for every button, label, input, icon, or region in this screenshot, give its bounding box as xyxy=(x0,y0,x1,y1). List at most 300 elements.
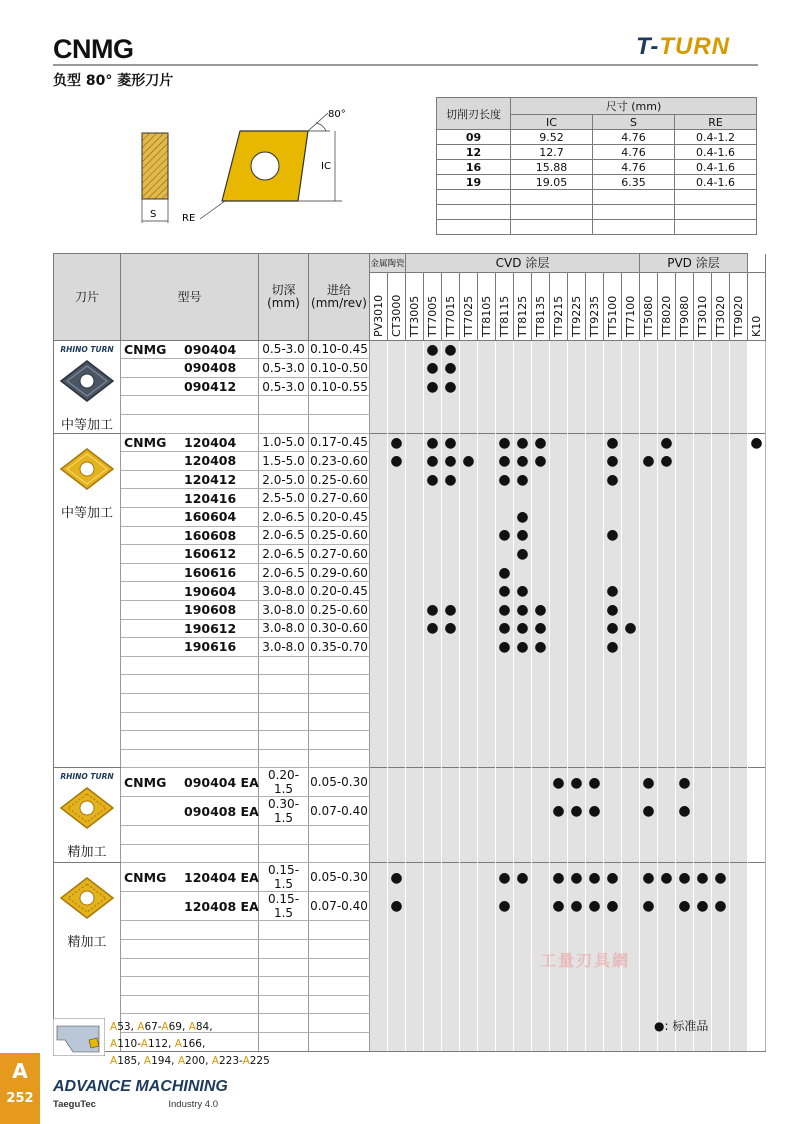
grade-cell xyxy=(550,638,568,657)
standard-dot: ● xyxy=(424,340,442,359)
model-cell xyxy=(121,797,259,826)
grade-cell xyxy=(568,414,586,433)
grade-cell xyxy=(748,797,766,826)
model-cell xyxy=(121,563,259,582)
page-reference-link[interactable]: A110 xyxy=(110,1038,138,1050)
grade-cell xyxy=(730,749,748,768)
grade-cell xyxy=(532,526,550,545)
grade-cell xyxy=(712,1014,730,1033)
standard-dot: ● xyxy=(604,433,622,452)
grade-cell xyxy=(568,1033,586,1052)
depth-cell: 2.0-5.0 xyxy=(259,470,309,489)
model-code: 090408 xyxy=(184,360,237,376)
grade-cell xyxy=(586,340,604,359)
grade-cell xyxy=(514,749,532,768)
grade-cell xyxy=(604,414,622,433)
grade-cell xyxy=(406,656,424,675)
machining-label: 精加工 xyxy=(67,935,107,951)
grade-cell xyxy=(730,921,748,940)
grade-cell xyxy=(604,340,622,359)
grade-cell xyxy=(532,582,550,601)
grade-cell xyxy=(730,638,748,657)
grade-cell xyxy=(460,582,478,601)
grade-cell xyxy=(676,958,694,977)
grade-cell xyxy=(388,749,406,768)
grade-cell xyxy=(424,749,442,768)
grade-header: TT9020 xyxy=(730,272,748,340)
page-reference-link[interactable]: A185 xyxy=(110,1055,138,1067)
header-insert: 刀片 xyxy=(54,254,121,341)
grade-cell xyxy=(370,619,388,638)
grade-cell xyxy=(748,826,766,845)
grade-cell xyxy=(478,563,496,582)
standard-dot: ● xyxy=(604,582,622,601)
grade-cell xyxy=(748,600,766,619)
grade-cell xyxy=(478,977,496,996)
grade-cell xyxy=(676,377,694,396)
grade-cell xyxy=(388,638,406,657)
model-prefix: CNMG xyxy=(124,434,167,450)
dim-row xyxy=(437,160,757,175)
grade-cell xyxy=(730,359,748,378)
grade-cell xyxy=(748,675,766,694)
grade-cell xyxy=(532,563,550,582)
grade-cell xyxy=(478,712,496,731)
grade-cell xyxy=(640,619,658,638)
grade-cell xyxy=(676,582,694,601)
grade-cell xyxy=(748,995,766,1014)
feed-cell: 0.07-0.40 xyxy=(309,892,370,921)
grade-cell xyxy=(712,958,730,977)
depth-cell xyxy=(259,414,309,433)
standard-dot: ● xyxy=(424,433,442,452)
standard-dot: ● xyxy=(604,452,622,471)
feed-cell: 0.35-0.70 xyxy=(309,638,370,657)
grade-cell xyxy=(712,545,730,564)
grade-cell xyxy=(694,977,712,996)
feed-cell xyxy=(309,675,370,694)
grade-header: TT8105 xyxy=(478,272,496,340)
standard-dot: ● xyxy=(640,768,658,797)
table-row-blank xyxy=(54,844,766,863)
grade-header: TT7100 xyxy=(622,272,640,340)
page-reference-link[interactable]: A200 xyxy=(177,1055,206,1067)
insert-icon xyxy=(54,785,120,835)
standard-dot: ● xyxy=(622,619,640,638)
grade-cell xyxy=(586,749,604,768)
grade-cell xyxy=(622,526,640,545)
grade-cell xyxy=(694,600,712,619)
grade-cell xyxy=(658,507,676,526)
standard-dot: ● xyxy=(676,892,694,921)
grade-cell xyxy=(658,489,676,508)
grade-cell xyxy=(694,563,712,582)
grade-cell xyxy=(550,433,568,452)
grade-cell xyxy=(424,731,442,750)
grade-cell xyxy=(550,731,568,750)
grade-cell xyxy=(658,1033,676,1052)
grade-cell xyxy=(550,489,568,508)
grade-cell xyxy=(370,452,388,471)
model-cell xyxy=(121,582,259,601)
grade-cell xyxy=(748,731,766,750)
standard-dot: ● xyxy=(442,340,460,359)
grade-cell xyxy=(676,600,694,619)
grade-cell xyxy=(406,892,424,921)
grade-cell xyxy=(712,582,730,601)
grade-cell xyxy=(658,470,676,489)
table-row xyxy=(54,600,766,619)
grade-cell xyxy=(748,656,766,675)
grade-cell xyxy=(532,359,550,378)
grade-cell xyxy=(370,489,388,508)
grade-cell xyxy=(496,768,514,797)
standard-dot: ● xyxy=(532,452,550,471)
grade-cell xyxy=(676,619,694,638)
grade-cell xyxy=(388,826,406,845)
header-feed: 进给 (mm/rev) xyxy=(309,254,370,341)
grade-cell xyxy=(748,340,766,359)
grade-cell xyxy=(514,675,532,694)
grade-cell xyxy=(568,489,586,508)
grade-cell xyxy=(622,977,640,996)
grade-cell xyxy=(604,797,622,826)
grade-cell xyxy=(370,675,388,694)
standard-dot: ● xyxy=(550,797,568,826)
grade-cell xyxy=(442,892,460,921)
grade-cell xyxy=(712,452,730,471)
depth-cell: 2.0-6.5 xyxy=(259,545,309,564)
grade-cell xyxy=(532,675,550,694)
standard-dot: ● xyxy=(640,863,658,892)
depth-cell xyxy=(259,656,309,675)
grade-cell xyxy=(676,359,694,378)
grade-cell xyxy=(478,414,496,433)
feed-cell xyxy=(309,731,370,750)
table-row xyxy=(54,470,766,489)
grade-cell xyxy=(550,526,568,545)
grade-cell xyxy=(658,844,676,863)
dim-blank-row xyxy=(437,220,757,235)
grade-cell xyxy=(478,359,496,378)
grade-cell xyxy=(460,921,478,940)
grade-cell xyxy=(568,545,586,564)
model-cell xyxy=(121,940,259,959)
grade-header: TT8020 xyxy=(658,272,676,340)
grade-cell xyxy=(694,797,712,826)
grade-cell xyxy=(658,958,676,977)
dim-sub-ic: IC xyxy=(511,115,593,130)
grade-cell xyxy=(388,340,406,359)
grade-cell xyxy=(622,470,640,489)
grade-cell xyxy=(532,414,550,433)
dim-header-size: 尺寸 (mm) xyxy=(511,98,757,115)
page-reference-link[interactable]: A166 xyxy=(174,1038,202,1050)
feed-cell: 0.10-0.50 xyxy=(309,359,370,378)
table-row xyxy=(54,797,766,826)
standard-dot: ● xyxy=(604,863,622,892)
grade-cell xyxy=(388,545,406,564)
dim-sub-re: RE xyxy=(675,115,757,130)
grade-cell xyxy=(388,600,406,619)
grade-cell xyxy=(586,826,604,845)
grade-cell xyxy=(424,507,442,526)
feed-cell xyxy=(309,712,370,731)
grade-cell xyxy=(478,693,496,712)
grade-cell xyxy=(676,1033,694,1052)
grade-cell xyxy=(406,844,424,863)
grade-cell xyxy=(514,892,532,921)
feed-cell: 0.25-0.60 xyxy=(309,600,370,619)
dim-value: 4.76 xyxy=(593,160,675,175)
grade-cell xyxy=(730,826,748,845)
model-code: 190608 xyxy=(184,602,237,618)
feed-cell: 0.20-0.45 xyxy=(309,582,370,601)
grade-cell xyxy=(694,995,712,1014)
feed-cell: 0.10-0.55 xyxy=(309,377,370,396)
grade-cell xyxy=(460,977,478,996)
grade-cell xyxy=(676,340,694,359)
grade-cell xyxy=(604,693,622,712)
grade-cell xyxy=(748,958,766,977)
grade-cell xyxy=(622,892,640,921)
grade-cell xyxy=(586,452,604,471)
grade-cell xyxy=(496,396,514,415)
grade-cell xyxy=(748,489,766,508)
grade-cell xyxy=(730,797,748,826)
standard-dot: ● xyxy=(496,433,514,452)
grade-cell xyxy=(748,452,766,471)
grade-cell xyxy=(568,977,586,996)
grade-cell xyxy=(712,619,730,638)
grade-cell xyxy=(748,582,766,601)
grade-cell xyxy=(370,768,388,797)
grade-cell xyxy=(586,638,604,657)
grade-cell xyxy=(640,600,658,619)
grade-cell xyxy=(658,921,676,940)
grade-cell xyxy=(424,638,442,657)
table-row xyxy=(54,619,766,638)
grade-cell xyxy=(730,600,748,619)
header-model: 型号 xyxy=(121,254,259,341)
feed-cell: 0.07-0.40 xyxy=(309,797,370,826)
grade-cell xyxy=(370,1033,388,1052)
grade-cell xyxy=(748,977,766,996)
page-reference-link[interactable]: A84 xyxy=(188,1021,210,1033)
svg-text:S: S xyxy=(150,209,157,220)
dim-value: 0.4-1.6 xyxy=(675,175,757,190)
model-cell xyxy=(121,656,259,675)
depth-cell: 3.0-8.0 xyxy=(259,619,309,638)
grade-cell xyxy=(604,563,622,582)
model-code: 120412 xyxy=(184,472,237,488)
standard-dot: ● xyxy=(532,433,550,452)
grade-cell xyxy=(586,977,604,996)
standard-dot: ● xyxy=(388,863,406,892)
grade-cell xyxy=(568,433,586,452)
grade-cell xyxy=(730,545,748,564)
grade-cell xyxy=(514,563,532,582)
grade-cell xyxy=(730,977,748,996)
grade-cell xyxy=(478,921,496,940)
grade-cell xyxy=(694,768,712,797)
legend-standard: ●: 标准品 xyxy=(654,1019,709,1033)
table-row xyxy=(54,892,766,921)
page-reference-link[interactable]: A225 xyxy=(242,1055,270,1067)
grade-cell xyxy=(388,1014,406,1033)
grade-cell xyxy=(460,675,478,694)
grade-cell xyxy=(694,749,712,768)
feed-cell xyxy=(309,693,370,712)
grade-cell xyxy=(388,507,406,526)
feed-cell xyxy=(309,1014,370,1033)
grade-cell xyxy=(586,731,604,750)
standard-dot: ● xyxy=(442,600,460,619)
grade-cell xyxy=(460,712,478,731)
grade-cell xyxy=(406,712,424,731)
grade-cell xyxy=(730,414,748,433)
grade-cell xyxy=(370,797,388,826)
grade-cell xyxy=(460,844,478,863)
grade-cell xyxy=(424,977,442,996)
grade-cell xyxy=(406,1014,424,1033)
grade-cell xyxy=(532,693,550,712)
page-reference-link[interactable]: A69 xyxy=(161,1021,182,1033)
machining-label: 中等加工 xyxy=(60,505,113,521)
grade-cell xyxy=(586,507,604,526)
grade-cell xyxy=(460,414,478,433)
grade-cell xyxy=(676,940,694,959)
grade-cell xyxy=(460,396,478,415)
standard-dot: ● xyxy=(514,452,532,471)
grade-cell xyxy=(586,526,604,545)
grade-cell xyxy=(460,1014,478,1033)
grade-cell xyxy=(730,675,748,694)
grade-cell xyxy=(748,863,766,892)
grade-cell xyxy=(370,1014,388,1033)
feed-cell: 0.25-0.60 xyxy=(309,526,370,545)
grade-cell xyxy=(388,526,406,545)
page-reference-link[interactable]: A223 xyxy=(211,1055,239,1067)
grade-cell xyxy=(496,656,514,675)
grade-cell xyxy=(676,638,694,657)
grade-cell xyxy=(712,396,730,415)
grade-cell xyxy=(370,470,388,489)
feed-cell xyxy=(309,826,370,845)
standard-dot: ● xyxy=(496,563,514,582)
grade-cell xyxy=(586,359,604,378)
grade-cell xyxy=(496,749,514,768)
grade-cell xyxy=(460,863,478,892)
depth-cell: 0.5-3.0 xyxy=(259,359,309,378)
grade-cell xyxy=(694,958,712,977)
grade-header: K10 xyxy=(748,272,766,340)
grade-cell xyxy=(694,396,712,415)
dim-value: 4.76 xyxy=(593,130,675,145)
standard-dot: ● xyxy=(496,892,514,921)
feed-cell: 0.27-0.60 xyxy=(309,489,370,508)
standard-dot: ● xyxy=(712,863,730,892)
grade-cell xyxy=(442,958,460,977)
dim-edge-length: 19 xyxy=(437,175,511,190)
grade-cell xyxy=(460,1033,478,1052)
grade-cell xyxy=(406,396,424,415)
page-reference-link[interactable]: A53 xyxy=(110,1021,131,1033)
grade-header: TT8135 xyxy=(532,272,550,340)
grade-header: TT7015 xyxy=(442,272,460,340)
grade-cell xyxy=(604,977,622,996)
page-reference-link[interactable]: A194 xyxy=(143,1055,172,1067)
standard-dot: ● xyxy=(514,863,532,892)
table-row-blank xyxy=(54,977,766,996)
grade-cell xyxy=(550,656,568,675)
grade-cell xyxy=(478,656,496,675)
grade-cell xyxy=(604,712,622,731)
grade-cell xyxy=(550,340,568,359)
grade-cell xyxy=(748,940,766,959)
grade-cell xyxy=(730,377,748,396)
grade-header: TT7005 xyxy=(424,272,442,340)
model-cell xyxy=(121,731,259,750)
grade-cell xyxy=(370,507,388,526)
grade-cell xyxy=(640,470,658,489)
grade-cell xyxy=(388,731,406,750)
insert-picture-cell xyxy=(54,340,121,433)
table-row xyxy=(54,863,766,892)
grade-cell xyxy=(658,377,676,396)
grade-cell xyxy=(712,826,730,845)
grade-cell xyxy=(388,414,406,433)
grade-cell xyxy=(370,340,388,359)
grade-cell xyxy=(658,749,676,768)
grade-cell xyxy=(712,377,730,396)
grade-cell xyxy=(676,749,694,768)
feed-cell: 0.05-0.30 xyxy=(309,863,370,892)
grade-cell xyxy=(478,1014,496,1033)
rhino-turn-logo: RHINO TURN xyxy=(60,772,114,782)
grade-cell xyxy=(442,656,460,675)
dim-value: 12.7 xyxy=(511,145,593,160)
grade-cell xyxy=(712,797,730,826)
grade-cell xyxy=(532,712,550,731)
standard-dot: ● xyxy=(604,638,622,657)
standard-dot: ● xyxy=(514,507,532,526)
grade-cell xyxy=(676,563,694,582)
grade-cell xyxy=(388,977,406,996)
grade-cell xyxy=(568,507,586,526)
grade-cell xyxy=(496,844,514,863)
grade-cell xyxy=(514,958,532,977)
grade-cell xyxy=(586,377,604,396)
model-cell xyxy=(121,958,259,977)
grade-cell xyxy=(370,826,388,845)
grade-cell xyxy=(550,712,568,731)
grade-cell xyxy=(640,958,658,977)
feed-cell xyxy=(309,656,370,675)
page-reference-link[interactable]: A67 xyxy=(137,1021,158,1033)
grade-header: PV3010 xyxy=(370,272,388,340)
grade-cell xyxy=(568,359,586,378)
grade-cell xyxy=(478,545,496,564)
grade-cell xyxy=(604,545,622,564)
grade-cell xyxy=(532,656,550,675)
page-reference-link[interactable]: A112 xyxy=(140,1038,169,1050)
table-row xyxy=(54,433,766,452)
depth-cell xyxy=(259,712,309,731)
grade-cell xyxy=(604,826,622,845)
feed-cell xyxy=(309,977,370,996)
grade-cell xyxy=(712,995,730,1014)
